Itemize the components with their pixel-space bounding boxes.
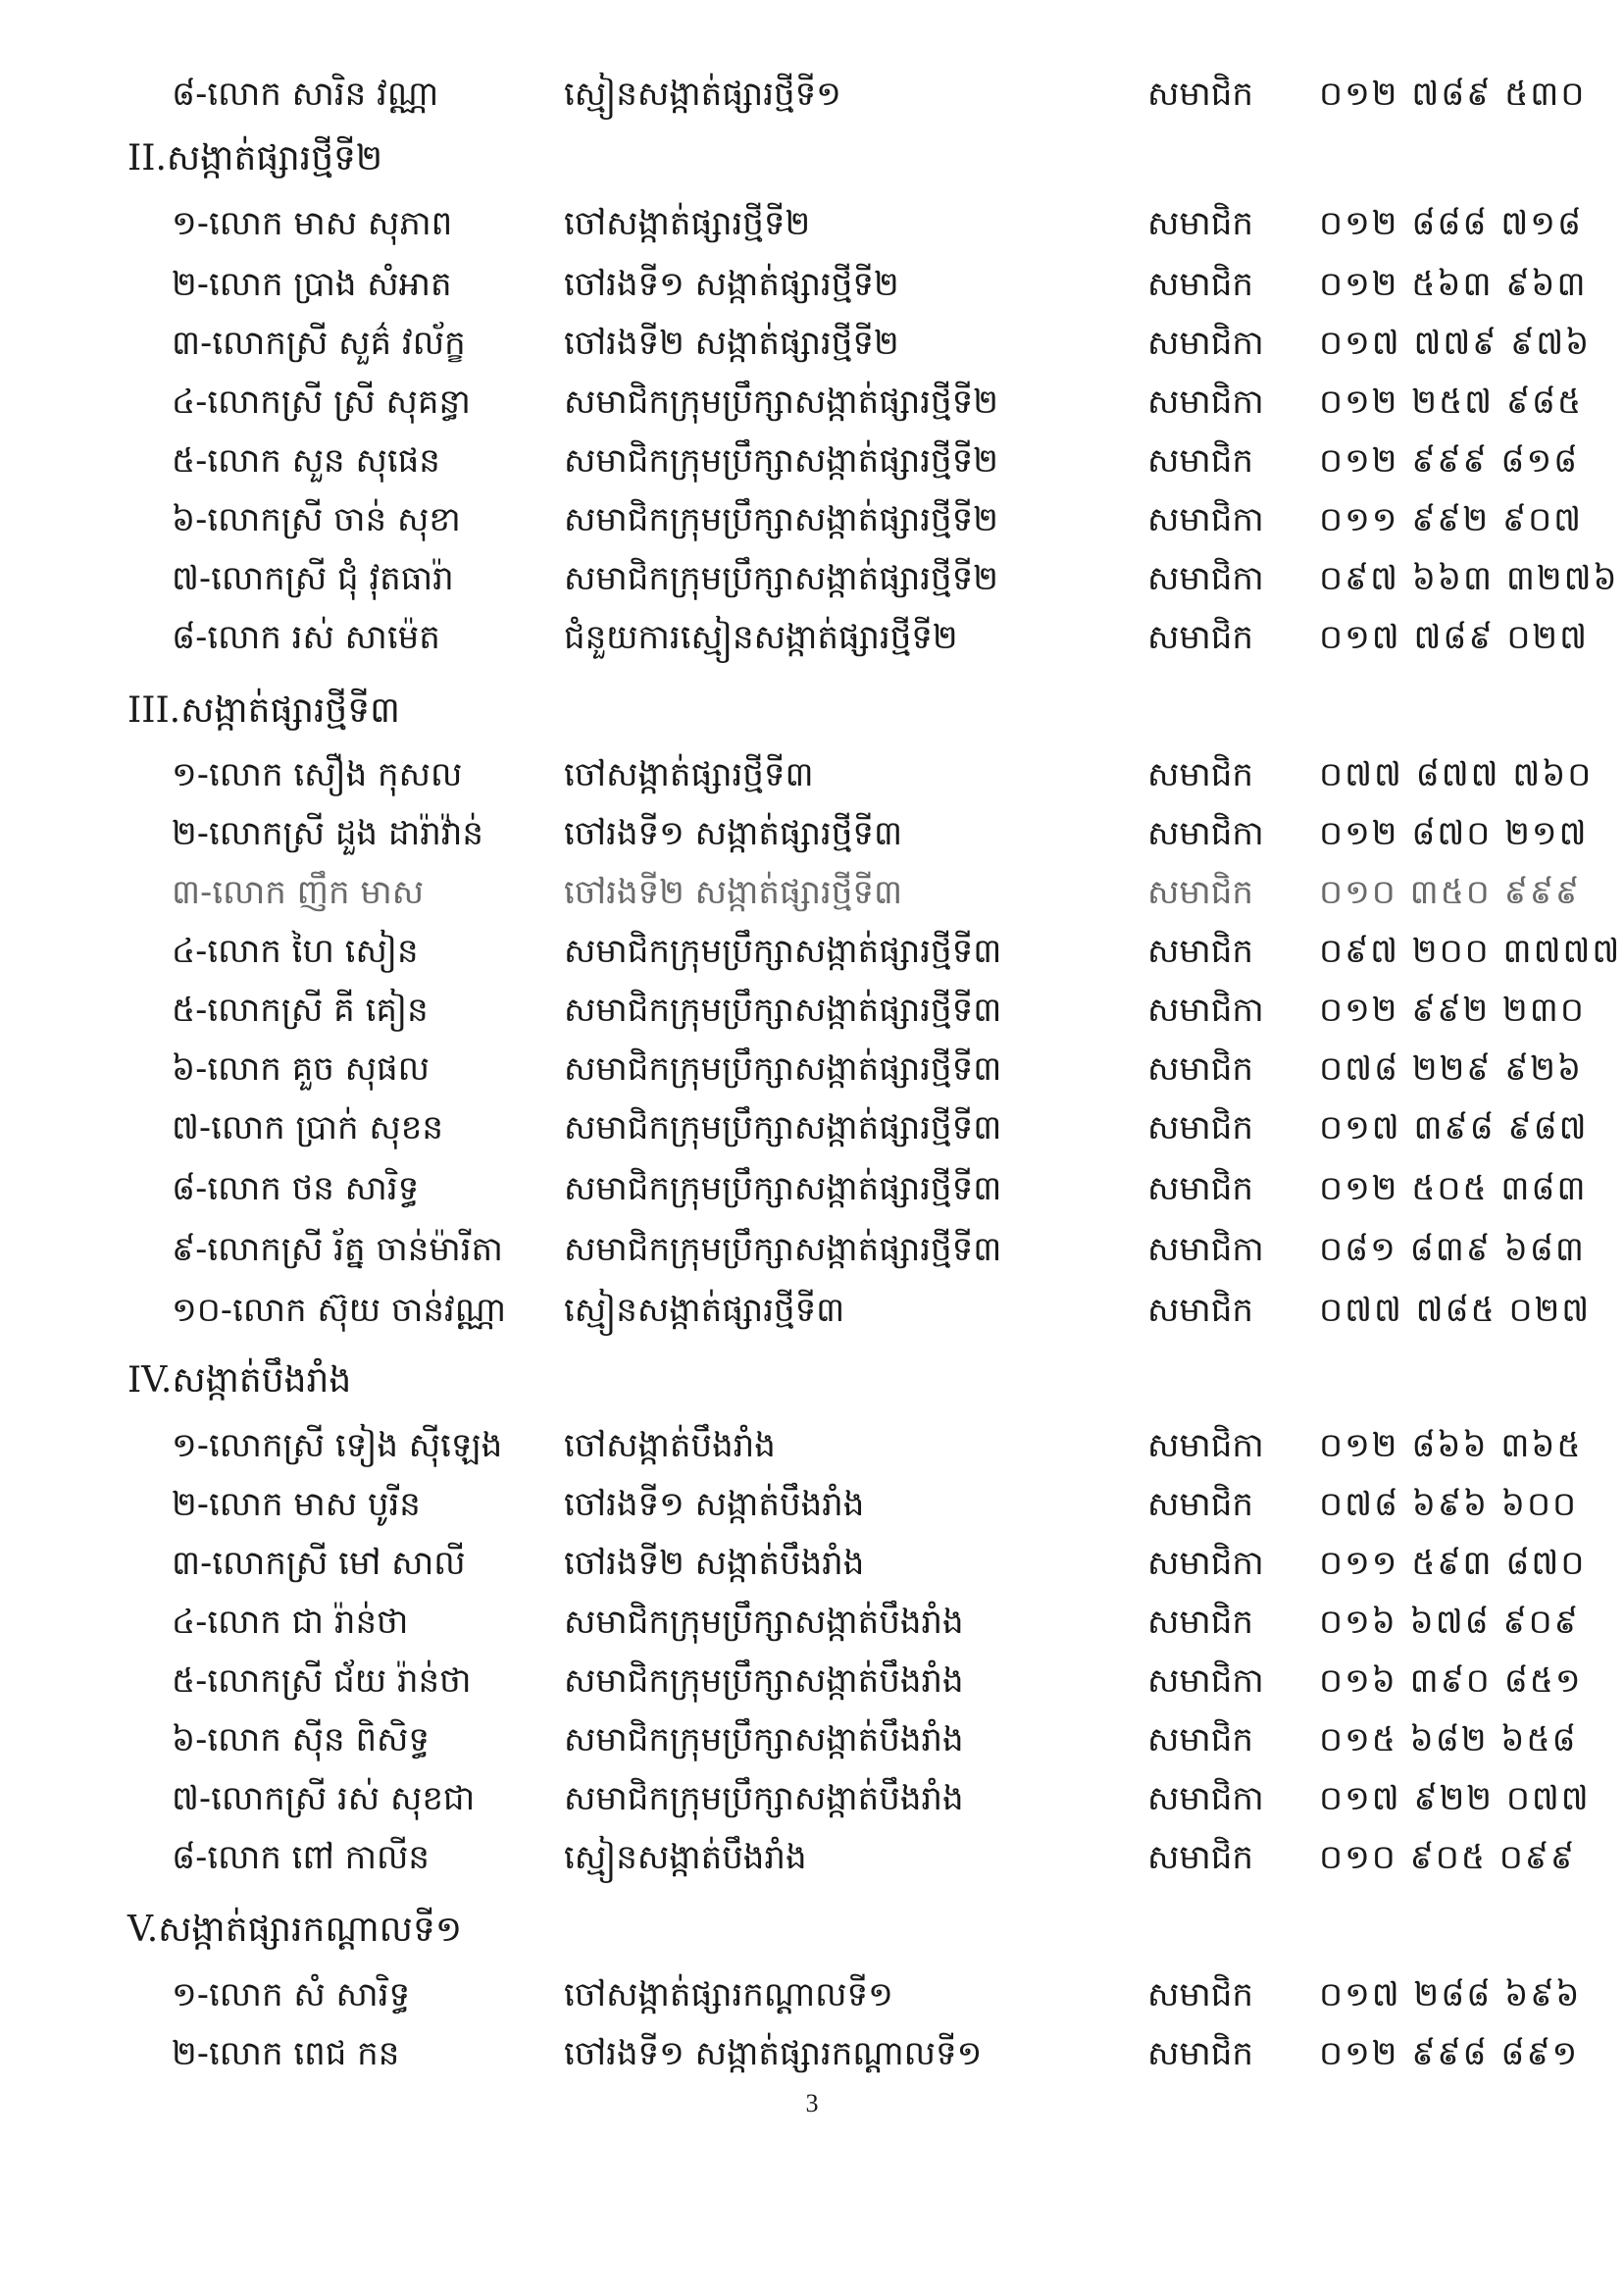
member-status: សមាជិក [1147, 1720, 1253, 1759]
member-name: ៨-លោក ពៅ កាលីន [172, 1838, 430, 1877]
member-role: សមាជិកក្រុមប្រឹក្សាសង្កាត់ផ្សារថ្មីទី៣ [564, 1169, 1002, 1208]
member-phone: ០១២ ៩៩២ ២៣០ [1319, 991, 1586, 1030]
member-phone: ០៧៧ ៧៨៥ ០២៧ [1319, 1291, 1592, 1330]
member-row [0, 1283, 1624, 1338]
member-role: សមាជិកក្រុមប្រឹក្សាសង្កាត់ផ្សារថ្មីទី២ [564, 382, 998, 422]
member-role: ចៅសង្កាត់ផ្សារកណ្តាលទី១ [564, 1975, 893, 2014]
section-heading-iv [127, 1351, 351, 1410]
member-role: សមាជិកក្រុមប្រឹក្សាសង្កាត់បឹងរាំង [564, 1720, 964, 1759]
member-name: ៩-លោកស្រី រ័ត្ន ចាន់ម៉ារីតា [172, 1230, 503, 1269]
member-row [0, 375, 1624, 430]
member-row [0, 2026, 1624, 2081]
member-row [0, 610, 1624, 665]
member-name: ៥-លោក សួន សុផេន [172, 441, 440, 481]
member-name: ១-លោក មាស សុភាព [172, 204, 453, 243]
member-row [0, 551, 1624, 606]
member-name: ២-លោក មាស បូរីន [172, 1485, 421, 1524]
section-number: V. [127, 1910, 159, 1950]
member-row [0, 433, 1624, 488]
member-status: សមាជិក [1147, 2034, 1253, 2073]
member-phone: ០១០ ៩០៥ ០៩៩ [1319, 1838, 1576, 1877]
member-name: ៦-លោក គួច សុផល [172, 1049, 430, 1089]
member-role: សមាជិកក្រុមប្រឹក្សាសង្កាត់បឹងរាំង [564, 1603, 964, 1642]
member-name: ៨-លោក រស់ សាម៉េត [172, 618, 440, 657]
member-name: ៧-លោកស្រី រស់ សុខជា [172, 1779, 476, 1818]
member-row [0, 67, 1624, 122]
member-status: សមាជិកា [1147, 814, 1264, 853]
member-phone: ០១១ ៥៩៣ ៨៧០ [1319, 1544, 1587, 1583]
member-role: សមាជិកក្រុមប្រឹក្សាសង្កាត់ផ្សារថ្មីទី៣ [564, 1049, 1002, 1089]
member-status: សមាជិក [1147, 265, 1253, 304]
member-phone: ០៧៨ ២២៩ ៩២៦ [1319, 1049, 1584, 1089]
member-name: ៥-លោកស្រី គី គៀន [172, 991, 429, 1030]
member-role: ចៅរងទី២ សង្កាត់ផ្សារថ្មីទី២ [564, 324, 899, 363]
member-status: សមាជិកា [1147, 1779, 1264, 1818]
member-role: ស្មៀនសង្កាត់បឹងរាំង [564, 1838, 807, 1877]
member-row [0, 196, 1624, 251]
member-status: សមាជិក [1147, 755, 1253, 794]
member-row [0, 257, 1624, 312]
section-title: សង្កាត់ផ្សារថ្មីទី៣ [180, 690, 400, 731]
member-row [0, 1477, 1624, 1532]
member-phone: ០១១ ៩៩២ ៩០៧ [1319, 500, 1584, 539]
member-name: ៣-លោក ញឹក មាស [172, 873, 425, 912]
member-role: ចៅសង្កាត់ផ្សារថ្មីទី២ [564, 204, 811, 243]
member-phone: ០១៦ ៣៩០ ៨៥១ [1319, 1661, 1583, 1701]
member-status: សមាជិក [1147, 1169, 1253, 1208]
member-role: ចៅរងទី២ សង្កាត់ផ្សារថ្មីទី៣ [564, 873, 902, 912]
member-role: សមាជិកក្រុមប្រឹក្សាសង្កាត់បឹងរាំង [564, 1661, 964, 1701]
member-status: សមាជិកា [1147, 991, 1264, 1030]
member-name: ៣-លោកស្រី មៅ សាលី [172, 1544, 466, 1583]
member-row [0, 747, 1624, 802]
member-row [0, 924, 1624, 979]
member-phone: ០១២ ៩៩៨ ៨៩១ [1319, 2034, 1580, 2073]
section-title: សង្កាត់ផ្សារកណ្តាលទី១ [158, 1910, 463, 1950]
member-phone: ០១៧ ៣៩៨ ៩៨៧ [1319, 1108, 1589, 1147]
member-name: ២-លោក ប្រាង សំអាត [172, 265, 452, 304]
member-phone: ០១២ ៨៨៨ ៧១៨ [1319, 204, 1584, 243]
member-status: សមាជិកា [1147, 559, 1264, 598]
section-title: សង្កាត់បឹងរាំង [172, 1360, 352, 1401]
member-status: សមាជិក [1147, 873, 1253, 912]
member-row [0, 316, 1624, 371]
member-role: ចៅសង្កាត់បឹងរាំង [564, 1426, 776, 1465]
member-status: សមាជិកា [1147, 382, 1264, 422]
member-row [0, 1595, 1624, 1650]
member-phone: ០៧៨ ៦៩៦ ៦០០ [1319, 1485, 1579, 1524]
member-role: សមាជិកក្រុមប្រឹក្សាសង្កាត់ផ្សារថ្មីទី៣ [564, 1230, 1002, 1269]
member-role: ស្មៀនសង្កាត់ផ្សារថ្មីទី១ [564, 75, 841, 114]
member-status: សមាជិកា [1147, 1544, 1264, 1583]
section-number: II. [127, 138, 167, 178]
member-status: សមាជិក [1147, 75, 1253, 114]
member-row [0, 983, 1624, 1038]
member-status: សមាជិក [1147, 1975, 1253, 2014]
member-row [0, 806, 1624, 861]
member-phone: ០១៦ ៦៧៨ ៩០៩ [1319, 1603, 1580, 1642]
member-role: ចៅរងទី២ សង្កាត់បឹងរាំង [564, 1544, 865, 1583]
member-name: ៧-លោក ប្រាក់ សុខន [172, 1108, 443, 1147]
member-status: សមាជិកា [1147, 1426, 1264, 1465]
member-row [0, 1042, 1624, 1096]
member-name: ១-លោកស្រី ទៀង ស៊ីឡេង [172, 1426, 503, 1465]
member-name: ១-លោក សំ សារិទ្ធ [172, 1975, 411, 2014]
section-title: សង្កាត់ផ្សារថ្មីទី២ [166, 138, 383, 178]
member-row [0, 1418, 1624, 1473]
member-phone: ០៩៧ ៦៦៣ ៣២៧៦ [1319, 559, 1619, 598]
member-name: ៦-លោកស្រី ចាន់ សុខា [172, 500, 461, 539]
member-status: សមាជិក [1147, 1603, 1253, 1642]
member-role: សមាជិកក្រុមប្រឹក្សាសង្កាត់ផ្សារថ្មីទី៣ [564, 991, 1002, 1030]
member-role: ចៅរងទី១ សង្កាត់ផ្សារថ្មីទី២ [564, 265, 899, 304]
member-row [0, 492, 1624, 547]
member-role: ស្មៀនសង្កាត់ផ្សារថ្មីទី៣ [564, 1291, 845, 1330]
member-status: សមាជិក [1147, 932, 1253, 971]
member-phone: ០៩៧ ២០០ ៣៧៧៧ [1319, 932, 1622, 971]
member-status: សមាជិក [1147, 1485, 1253, 1524]
member-row [0, 1536, 1624, 1591]
member-name: ១០-លោក ស៊ុយ ចាន់វណ្ណា [172, 1291, 507, 1330]
member-role: ចៅសង្កាត់ផ្សារថ្មីទី៣ [564, 755, 814, 794]
member-phone: ០១២ ៨៦៦ ៣៦៥ [1319, 1426, 1583, 1465]
member-role: សមាជិកក្រុមប្រឹក្សាសង្កាត់ផ្សារថ្មីទី២ [564, 500, 998, 539]
member-row [0, 1967, 1624, 2022]
member-phone: ០១៧ ៧៧៩ ៩៧៦ [1319, 324, 1592, 363]
member-name: ៤-លោក ជា រ៉ាន់ថា [172, 1603, 409, 1642]
member-phone: ០៧៧ ៨៧៧ ៧៦០ [1319, 755, 1594, 794]
member-status: សមាជិក [1147, 1049, 1253, 1089]
member-role: ជំនួយការស្មៀនសង្កាត់ផ្សារថ្មីទី២ [564, 618, 958, 657]
member-role: ចៅរងទី១ សង្កាត់បឹងរាំង [564, 1485, 865, 1524]
member-row [0, 1830, 1624, 1885]
member-status: សមាជិក [1147, 618, 1253, 657]
member-status: សមាជិក [1147, 1108, 1253, 1147]
member-status: សមាជិក [1147, 204, 1253, 243]
member-role: សមាជិកក្រុមប្រឹក្សាសង្កាត់ផ្សារថ្មីទី៣ [564, 932, 1002, 971]
member-role: សមាជិកក្រុមប្រឹក្សាសង្កាត់ផ្សារថ្មីទី៣ [564, 1108, 1002, 1147]
member-status: សមាជិកា [1147, 500, 1264, 539]
member-status: សមាជិកា [1147, 1230, 1264, 1269]
member-row [0, 865, 1624, 920]
member-name: ៥-លោកស្រី ជ័យ រ៉ាន់ថា [172, 1661, 472, 1701]
member-row [0, 1100, 1624, 1155]
member-phone: ០១៥ ៦៨២ ៦៥៨ [1319, 1720, 1578, 1759]
member-phone: ០១២ ៥៦៣ ៩៦៣ [1319, 265, 1588, 304]
member-name: ៤-លោកស្រី ស្រី សុគន្ធា [172, 382, 471, 422]
member-name: ៨-លោក ថន សារិទ្ធ [172, 1169, 420, 1208]
member-role: ចៅរងទី១ សង្កាត់ផ្សារថ្មីទី៣ [564, 814, 902, 853]
member-name: ២-លោកស្រី ដួង ដារ៉ាវ៉ាន់ [172, 814, 483, 853]
member-row [0, 1771, 1624, 1826]
member-status: សមាជិកា [1147, 1661, 1264, 1701]
member-phone: ០១២ ២៥៧ ៩៨៥ [1319, 382, 1584, 422]
member-status: សមាជិក [1147, 1291, 1253, 1330]
section-heading-ii [127, 129, 382, 188]
member-row [0, 1654, 1624, 1708]
member-role: សមាជិកក្រុមប្រឹក្សាសង្កាត់ផ្សារថ្មីទី២ [564, 559, 998, 598]
section-heading-iii [127, 682, 400, 740]
member-row [0, 1222, 1624, 1277]
section-number: III. [127, 690, 181, 731]
member-row [0, 1161, 1624, 1216]
member-phone: ០១២ ៥០៥ ៣៨៣ [1319, 1169, 1588, 1208]
member-phone: ០១២ ៧៨៩ ៥៣០ [1319, 75, 1587, 114]
member-phone: ០១២ ៩៩៩ ៨១៨ [1319, 441, 1580, 481]
member-name: ៦-លោក ស៊ីន ពិសិទ្ធ [172, 1720, 430, 1759]
member-name: ៣-លោកស្រី សួគ៌ វល័ក្ខ [172, 324, 466, 363]
member-status: សមាជិក [1147, 1838, 1253, 1877]
member-role: សមាជិកក្រុមប្រឹក្សាសង្កាត់បឹងរាំង [564, 1779, 964, 1818]
member-phone: ០១៧ ៧៨៩ ០២៧ [1319, 618, 1590, 657]
section-number: IV. [127, 1360, 173, 1401]
member-status: សមាជិក [1147, 441, 1253, 481]
section-heading-v [127, 1901, 462, 1960]
member-role: ចៅរងទី១ សង្កាត់ផ្សារកណ្តាលទី១ [564, 2034, 983, 2073]
member-phone: ០១២ ៨៧០ ២១៧ [1319, 814, 1589, 853]
member-phone: ០១០ ៣៥០ ៩៩៩ [1319, 873, 1581, 912]
member-phone: ០១៧ ៩២២ ០៧៧ [1319, 1779, 1591, 1818]
member-name: ២-លោក ពេជ កន [172, 2034, 400, 2073]
member-role: សមាជិកក្រុមប្រឹក្សាសង្កាត់ផ្សារថ្មីទី២ [564, 441, 998, 481]
member-phone: ០៨១ ៨៣៩ ៦៨៣ [1319, 1230, 1586, 1269]
member-phone: ០១៧ ២៨៨ ៦៩៦ [1319, 1975, 1582, 2014]
member-status: សមាជិកា [1147, 324, 1264, 363]
page-number: 3 [805, 2089, 819, 2117]
member-row [0, 1712, 1624, 1767]
member-name: ១-លោក សឿង កុសល [172, 755, 463, 794]
member-name: ៧-លោកស្រី ជុំ វុតធារ៉ា [172, 559, 454, 598]
member-name: ៤-លោក ហៃ សៀន [172, 932, 419, 971]
member-name: ៨-លោក សារិន វណ្ណា [172, 75, 439, 114]
